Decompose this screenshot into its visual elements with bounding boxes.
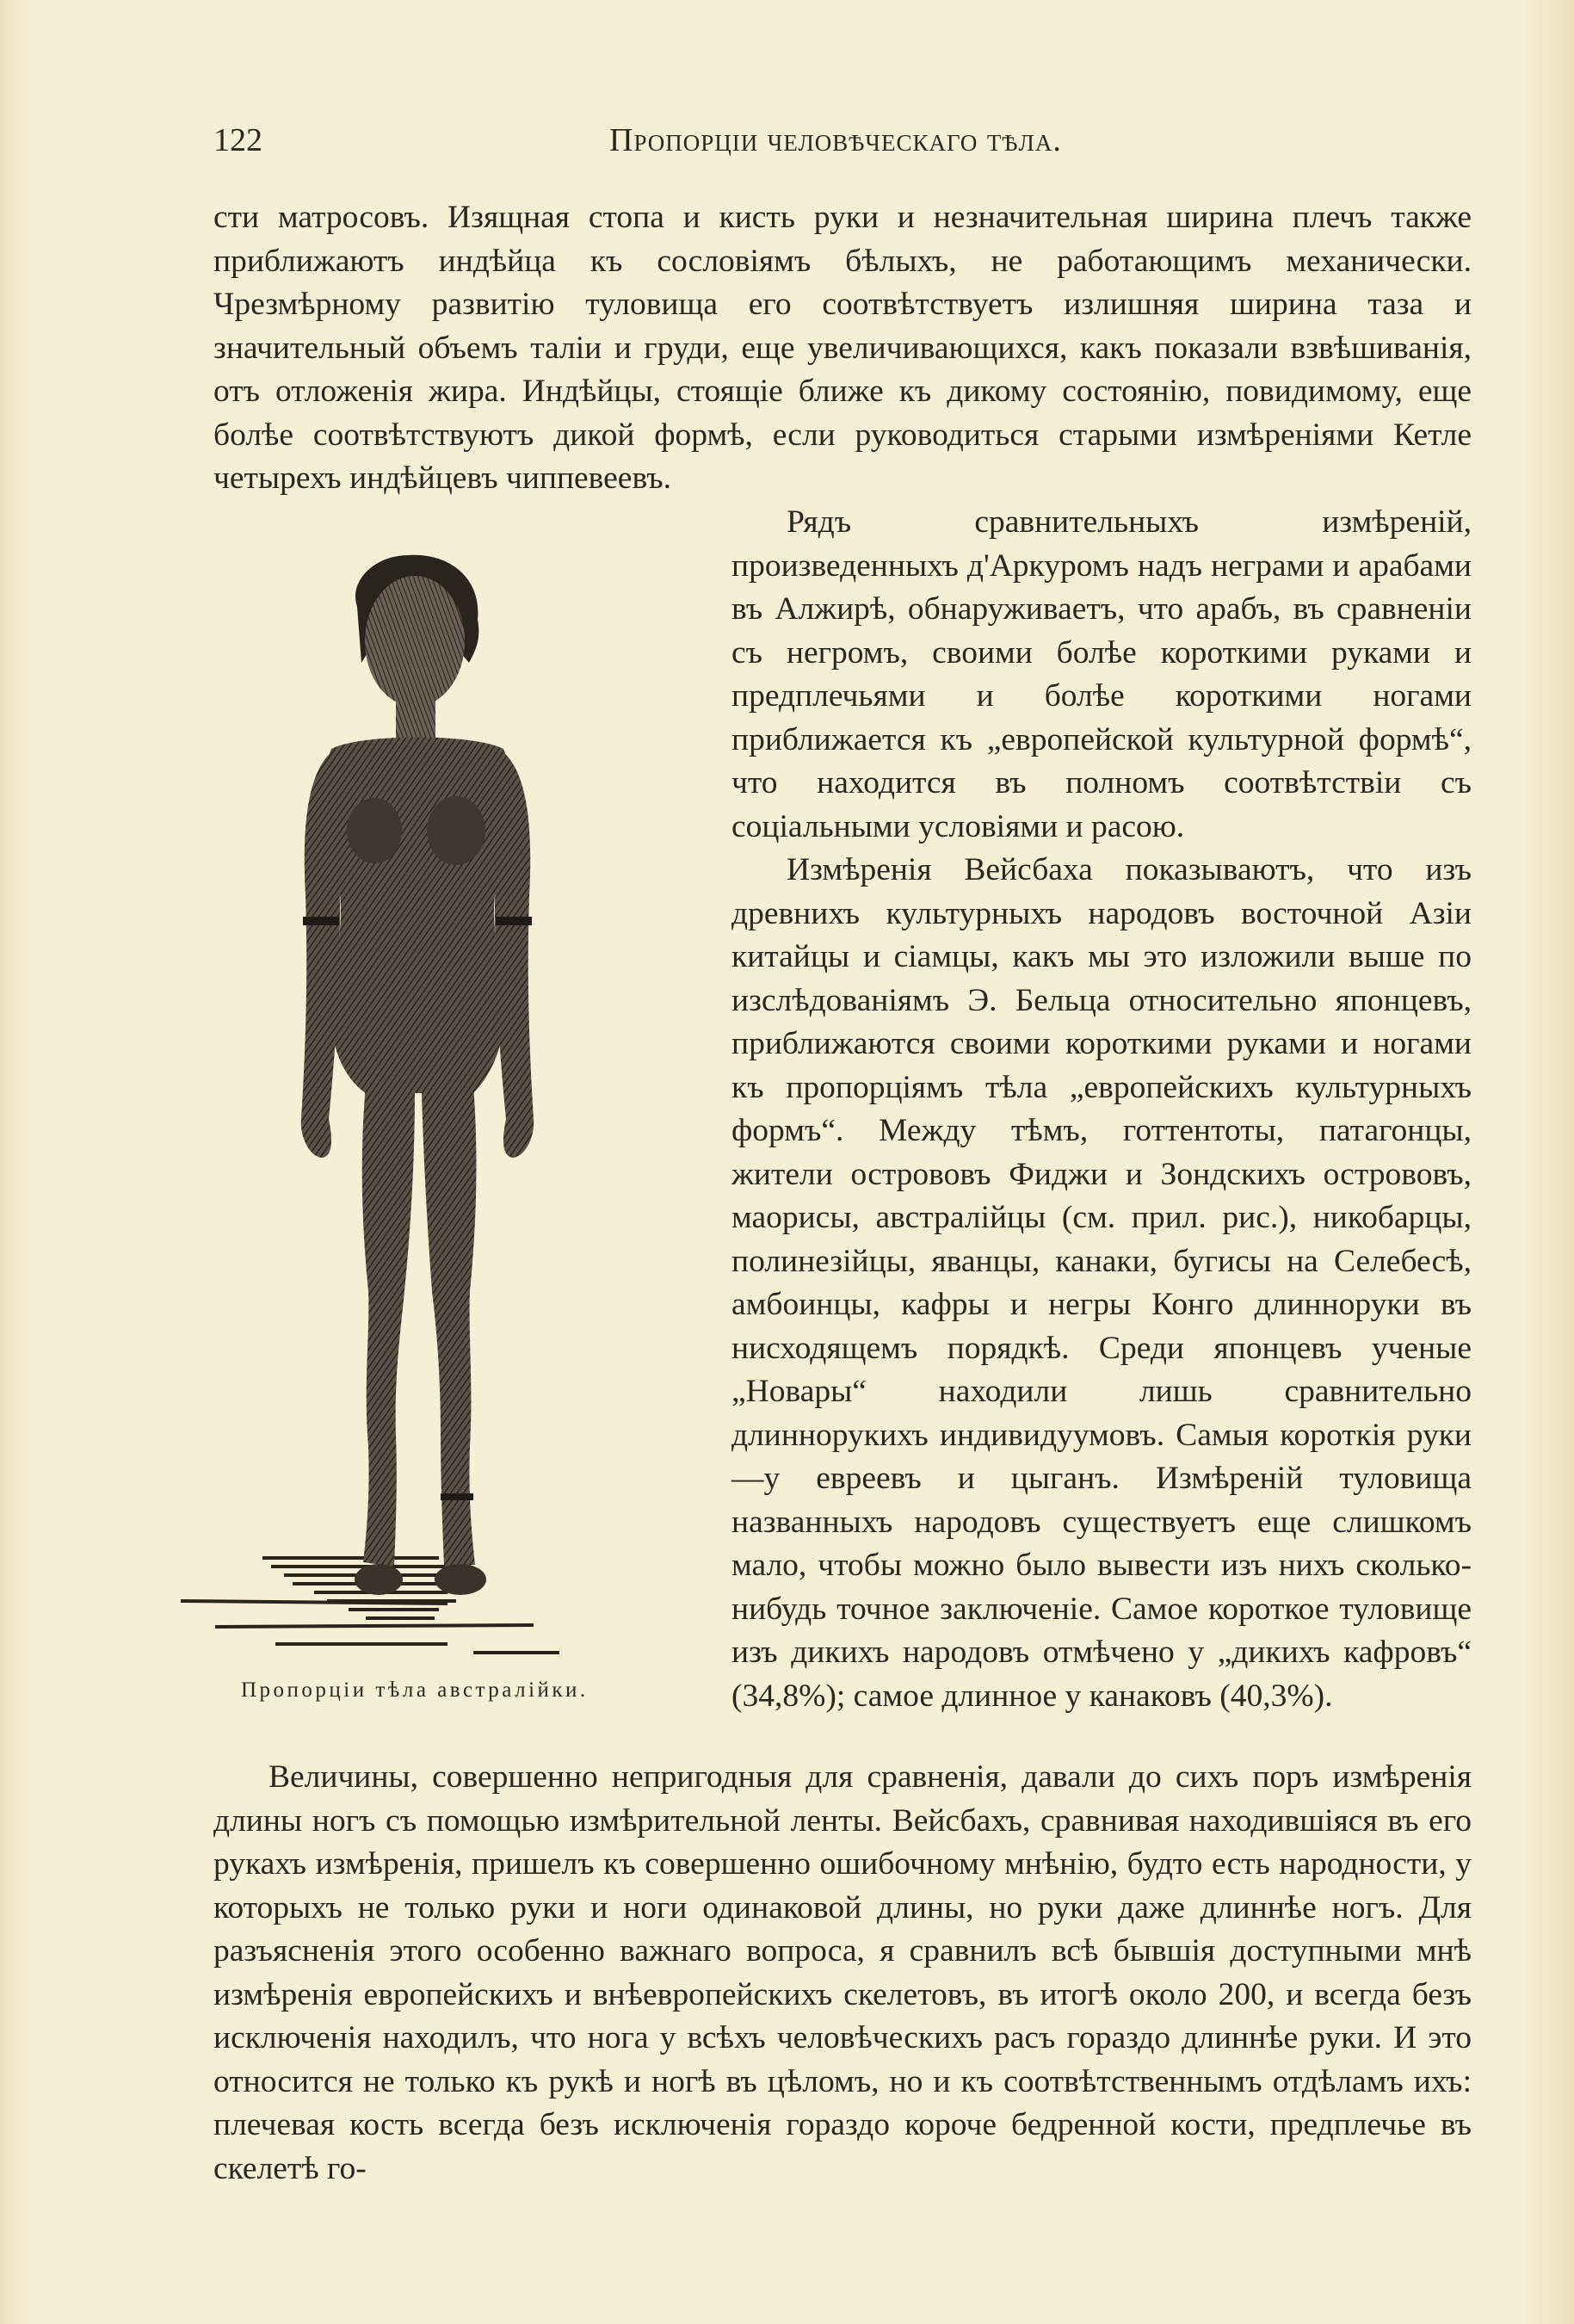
page-number: 122 <box>213 122 262 158</box>
left-leg <box>362 1085 415 1567</box>
left-breast <box>347 798 402 863</box>
figure-australian-woman <box>164 534 706 1678</box>
left-bracelet <box>303 917 339 925</box>
bottom-paragraph <box>213 1756 1472 2191</box>
figure-caption: Пропорціи тѣла австралійки. <box>241 1678 589 1702</box>
right-arm <box>495 749 534 1158</box>
page-edge-right <box>1522 0 1574 2324</box>
right-foot <box>435 1564 486 1595</box>
torso <box>323 738 511 1094</box>
page-edge-left <box>0 0 34 2324</box>
right-column <box>731 501 1472 1718</box>
top-paragraph-text: сти матросовъ. Изящная стопа и кисть руки и незначительная ширина плечъ также приближаютъ индѣйца къ сословіямъ бѣлыхъ, не работающимъ механически. Чрезмѣрному развитію туловища его соотвѣтствуетъ излишняя ширина таза и значительный объемъ таліи и груди, еще увеличивающихся, какъ показали взвѣшиванія, отъ отложенія жира. Индѣйцы, стоящіе ближе къ дикому состоянію, повидимому, еще болѣе соотвѣтствуютъ дикой формѣ, если руководиться старыми измѣреніями Кетле четырехъ индѣйцевъ чиппевеевъ. <box>213 200 1472 496</box>
right-bracelet <box>496 917 532 925</box>
left-foot <box>355 1564 403 1595</box>
engraving-illustration <box>164 534 706 1678</box>
column-paragraph-1: Рядъ сравнительныхъ измѣреній, произведенныхъ д'Аркуромъ надъ неграми и арабами въ Алжирѣ, обнаруживаетъ, что арабъ, въ сравненіи съ негромъ, своими болѣе короткими руками и предплечьями и болѣе короткими ногами приближается къ „европейской культурной формѣ“, что находится въ полномъ соотвѣтствіи съ соціальными условіями и расою. <box>731 504 1472 844</box>
column-paragraph-2: Измѣренія Вейсбаха показываютъ, что изъ древнихъ культурныхъ народовъ восточной Азіи китайцы и сіамцы, какъ мы это изложили выше по изслѣдованіямъ Э. Бельца относительно японцевъ, приближаются своими короткими руками и ногами къ пропорціямъ тѣла „европейскихъ культурныхъ формъ“. Между тѣмъ, готтентоты, патагонцы, жители острововъ Фиджи и Зондскихъ острововъ, маорисы, австралійцы (см. прил. рис.), никобарцы, полинезійцы, яванцы, канаки, бугисы на Селебесѣ, амбоинцы, кафры и негры Конго длинноруки въ нисходящемъ порядкѣ. Среди японцевъ ученые „Новары“ находили лишь сравнительно длиннорукихъ индивидуумовъ. Самыя короткія руки—у евреевъ и цыганъ. Измѣреній туловища названныхъ народовъ существуетъ еще слишкомъ мало, чтобы можно было вывести изъ нихъ сколько-нибудь точное заключеніе. Самое короткое туловище изъ дикихъ народовъ отмѣчено у „дикихъ кафровъ“ (34,8%); самое длинное у канаковъ (40,3%). <box>731 852 1472 1714</box>
top-paragraph <box>213 196 1472 501</box>
running-head: Пропорціи человѣческаго тѣла. <box>609 122 1062 158</box>
anklet <box>441 1493 473 1500</box>
left-arm <box>301 749 340 1158</box>
right-breast <box>427 796 485 865</box>
neck <box>396 693 435 740</box>
head <box>365 576 465 707</box>
bottom-paragraph-text: Величины, совершенно непригодныя для сравненія, давали до сихъ поръ измѣренія длины ногъ съ помощью измѣрительной ленты. Вейсбахъ, сравнивая находившіяся въ его рукахъ измѣренія, пришелъ къ совершенно ошибочному мнѣнію, будто есть народности, у которыхъ не только руки и ноги одинаковой длины, но руки даже длиннѣе ногъ. Для разъясненія этого особенно важнаго вопроса, я сравнилъ всѣ бывшія доступными мнѣ измѣренія европейскихъ и внѣевропейскихъ скелетовъ, въ итогѣ около 200, и всегда безъ исключенія находилъ, что нога у всѣхъ человѣческихъ расъ гораздо длиннѣе руки. И это относится не только къ рукѣ и ногѣ въ цѣломъ, но и къ соотвѣтственнымъ отдѣламъ ихъ: плечевая кость всегда безъ исключенія гораздо короче бедренной кости, предплечье въ скелетѣ го- <box>213 1759 1472 2186</box>
page-header <box>213 121 1472 160</box>
